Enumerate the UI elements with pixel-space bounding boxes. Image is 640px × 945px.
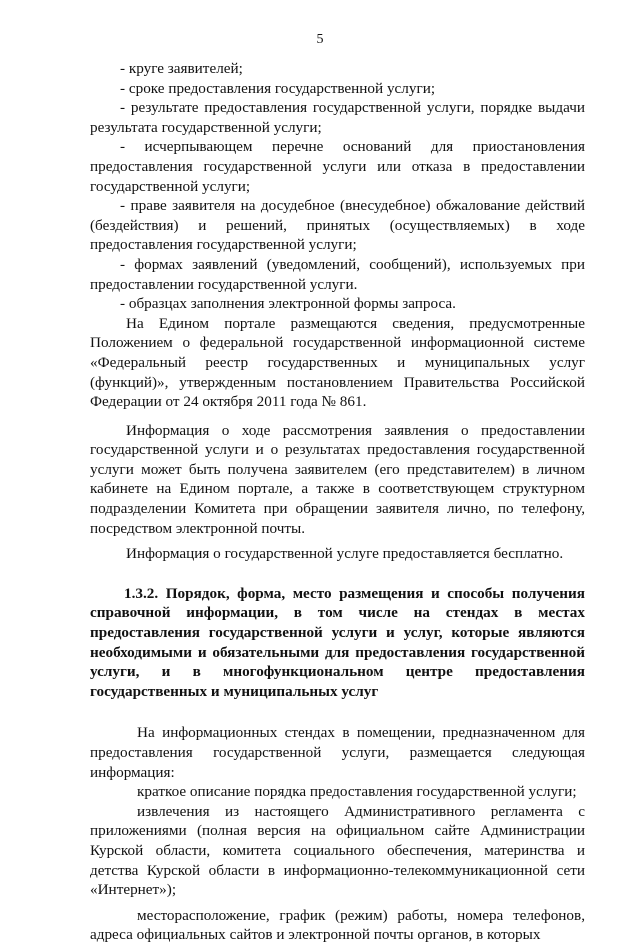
list-item-forms: - формах заявлений (уведомлений, сообщений), используемых при предоставлении государственной услуги. <box>90 255 585 293</box>
paragraph-progress-info: Информация о ходе рассмотрения заявления о предоставлении государственной услуги и о результатах предоставления государственной услуги может быть получена заявителем (его представителем) в личном кабинете на Едином портале, а также в соответствующем структурном подразделении Комитета при обращении заявителя лично, по телефону, посредством электронной почты. <box>90 421 585 537</box>
page-number: 5 <box>316 32 324 47</box>
list-item-short-description: краткое описание порядка предоставления государственной услуги; <box>137 783 577 801</box>
paragraph-free-info: Информация о государственной услуге предоставляется бесплатно. <box>126 545 564 563</box>
list-item-result: - результате предоставления государственной услуги, порядке выдачи результата государственной услуги; <box>90 99 585 136</box>
list-item-location: месторасположение, график (режим) работы, номера телефонов, адреса официальных сайтов и электронной почты органов, в которых <box>90 906 585 944</box>
list-item-grounds: - исчерпывающем перечне оснований для приостановления предоставления государственной услуги или отказа в предоставлении государственной услуги; <box>90 138 585 195</box>
list-item-applicants: - круге заявителей; <box>120 60 243 77</box>
paragraph-stands: На информационных стендах в помещении, предназначенном для предоставления государственной услуги, размещается следующая информация: <box>90 724 585 781</box>
list-item-samples: - образцах заполнения электронной формы запроса. <box>120 295 456 313</box>
list-item-appeal-right: - праве заявителя на досудебное (внесудебное) обжалование действий (бездействия) и решений, принятых (осуществляемых) в ходе предоставления государственной услуги; <box>90 197 585 254</box>
document-body <box>90 59 585 945</box>
paragraph-portal-info: На Едином портале размещаются сведения, предусмотренные Положением о федеральной государственной информационной системе «Федеральный реестр государственных и муниципальных услуг (функций)», утвержденным постановлением Правительства Российской Федерации от 24 октября 2011 года № 861. <box>90 314 585 411</box>
section-heading: 1.3.2. Порядок, форма, место размещения и способы получения справочной информации, в том числе на стендах в местах предоставления государственной услуги и услуг, которые являются необходимыми и обязательными для предоставления государственной услуги, и в многофункциональном центре предоставления государственных и муниципальных услуг <box>90 584 585 700</box>
list-item-excerpts: извлечения из настоящего Административного регламента с приложениями (полная версия на официальном сайте Администрации Курской области, комитета социального обеспечения, материнства и детства Курской области в информационно-телекоммуникационной сети «Интернет»); <box>90 802 585 899</box>
list-item-term: - сроке предоставления государственной услуги; <box>120 79 436 97</box>
